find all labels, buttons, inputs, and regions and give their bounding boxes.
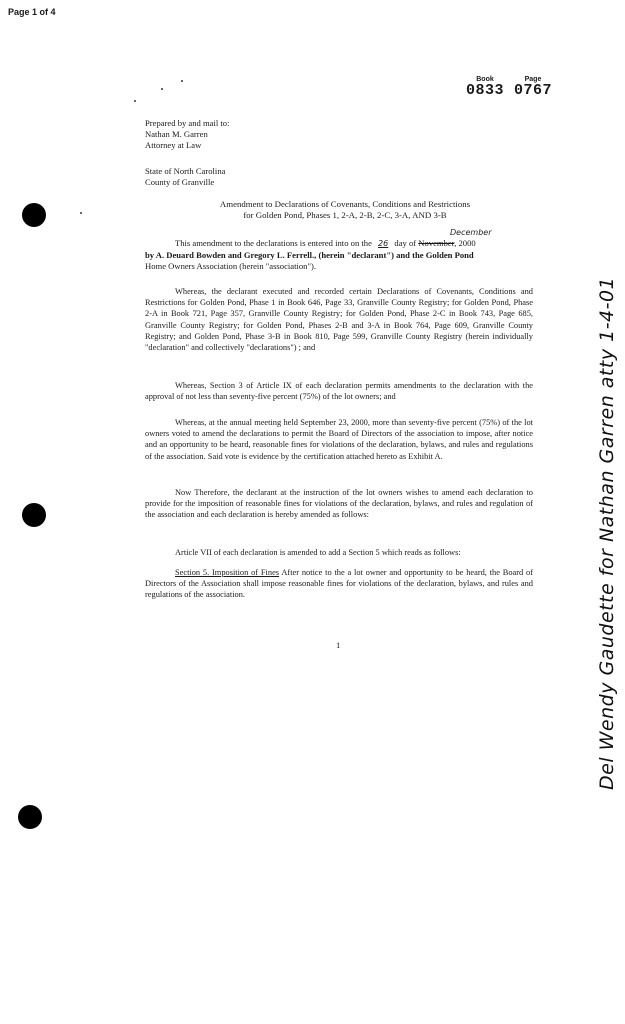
binder-hole: [22, 503, 46, 527]
book-stamp: [466, 76, 504, 99]
scan-speck: [161, 88, 163, 90]
paragraph-section-5: [145, 567, 533, 601]
intro-line-1: [175, 238, 476, 249]
handwritten-month: December: [450, 228, 492, 237]
prepared-by-title: Attorney at Law: [145, 140, 202, 150]
binder-hole: [22, 203, 46, 227]
handwritten-side-note: Del Wendy Gaudette for Nathan Garren atty 1-4-01: [596, 276, 618, 790]
handwritten-day: 26: [378, 239, 389, 248]
intro-lead: This amendment to the declarations is entered into on the: [175, 238, 372, 248]
prepared-by-line: Prepared by and mail to:: [145, 118, 230, 128]
document-title: [180, 199, 510, 221]
venue-county: County of Granville: [145, 177, 215, 187]
title-line-2: for Golden Pond, Phases 1, 2-A, 2-B, 2-C, 3-A, AND 3-B: [243, 210, 447, 220]
title-line-1: Amendment to Declarations of Covenants, Conditions and Restrictions: [219, 199, 471, 209]
page-label: Page 1 of 4: [8, 7, 56, 17]
paragraph-whereas-meeting: Whereas, at the annual meeting held September 23, 2000, more than seventy-five percent (75%) of the lot owners voted to amend the declarations to permit the Board of Directors of the association to impose, after notice and an opportunity to be heard, reasonable fines for violations of the declaration, bylaws, and rules and regulations of the association. Said vote is evidence by the certification attached hereto as Exhibit A.: [145, 418, 533, 461]
book-number: 0833: [466, 82, 505, 99]
binder-hole: [18, 805, 42, 829]
page-number: 1: [336, 640, 341, 650]
paragraph-now-therefore: Now Therefore, the declarant at the instruction of the lot owners wishes to amend each declaration to provide for the imposition of reasonable fines for violations of the declaration, bylaws, and rules and regulation of the association and each declaration is hereby amended as follows:: [145, 488, 533, 520]
book-label: Book: [476, 76, 494, 83]
venue-state: State of North Carolina: [145, 166, 226, 176]
page-stamp-label: Page: [524, 76, 542, 83]
scan-speck: [134, 100, 136, 102]
paragraph-article-vii: Article VII of each declaration is amended to add a Section 5 which reads as follows:: [175, 548, 461, 557]
prepared-by-name: Nathan M. Garren: [145, 129, 208, 139]
section-5-heading: Section 5. Imposition of Fines: [175, 568, 280, 577]
section-5-body: After notice to the a lot owner and opportunity to be heard, the Board of Directors of the Association shall impose reasonable fines for violations of the declaration, bylaws, and rules and regulations of the association.: [145, 568, 533, 600]
struck-month: November: [418, 238, 455, 248]
intro-year: , 2000: [454, 238, 476, 248]
intro-day-of: day of: [394, 238, 417, 248]
intro-line-2: by A. Deuard Bowden and Gregory L. Ferrell., (herein "declarant") and the Golden Pond: [145, 250, 474, 260]
paragraph-whereas-declarations: Whereas, the declarant executed and recorded certain Declarations of Covenants, Conditions and Restrictions for Golden Pond, Phase 1 in Book 646, Page 33, Granville County Registry; for Golden Pond, Phase 2-A in Book 721, Page 357, Granville County Registry; for Golden Pond, Phase 2-C in Book 743, Page 685, Granville County Registry; for Golden Pond, Phases 2-B and 3-A in Book 764, Page 609, Granville County Registry; and Golden Pond, Phase 3-B in Book 810, Page 599, Granville County Registry (herein individually "declaration" and collectively "declarations") ; and: [145, 287, 533, 353]
intro-line-3: Home Owners Association (herein "association").: [145, 261, 316, 271]
scan-speck: [181, 80, 183, 82]
scan-speck: [80, 212, 82, 214]
page-stamp: [514, 76, 552, 99]
page-stamp-number: 0767: [514, 82, 553, 99]
paragraph-whereas-section3: Whereas, Section 3 of Article IX of each declaration permits amendments to the declaration with the approval of not less than seventy-five percent (75%) of the lot owners; and: [145, 381, 533, 402]
